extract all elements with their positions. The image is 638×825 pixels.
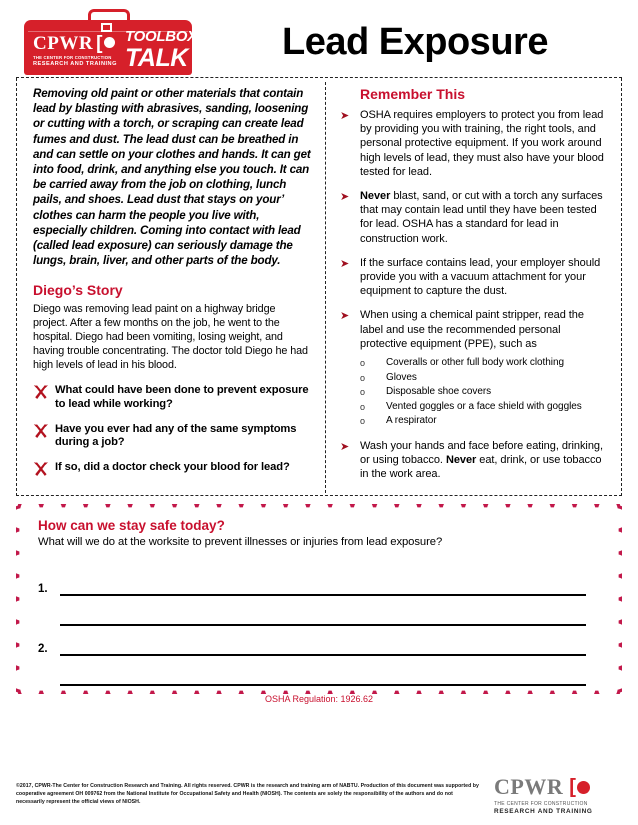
crossed-tools-icon <box>33 423 55 444</box>
list-item <box>33 384 311 411</box>
arrow-bullet-icon: ➤ <box>340 310 350 323</box>
cpwr-footer-wordmark <box>494 776 622 798</box>
bullet-body: When using a chemical paint stripper, read the label and use the recommended personal protective equipment (PPE), such as <box>360 309 584 350</box>
circle-bullet-icon: o <box>360 358 365 369</box>
question-text: If so, did a doctor check your blood for lead? <box>55 460 290 473</box>
arrow-bullet-icon: ➤ <box>340 191 350 204</box>
content-panel <box>16 78 622 496</box>
intro-paragraph: Removing old paint or other materials that contain lead by blasting with abrasives, sanding, loosening or cutting with a torch, or scraping can create lead fumes and dust. The lead dust can be breathed in and can settle on your clothes and hands. It can get into food, drink, and anything else you touch. It can be carried away from the job on clothing, lunch pails, and shoes. Lead dust that stays on your’ clothes can harm the people you live with, especially children. Coming into contact with lead (called lead exposure) can seriously damage the lungs, brain, liver, and other parts of the body. <box>33 87 311 268</box>
osha-regulation: OSHA Regulation: 1926.62 <box>264 694 374 704</box>
cpwr-footer-tagline-1: THE CENTER FOR CONSTRUCTION <box>494 801 588 807</box>
question-text: Have you ever had any of the same symptoms during a job? <box>55 422 297 449</box>
list-item <box>340 308 607 428</box>
diego-story-heading: Diego’s Story <box>33 282 123 299</box>
discussion-questions-list <box>33 384 311 481</box>
toolbox-talk-logo <box>0 9 210 75</box>
answer-row-1[interactable] <box>38 566 600 596</box>
bullet-body: blast, sand, or cut with a torch any surfaces that may contain lead until they have been tested for lead. OSHA has a standard for lead in construction work. <box>360 190 603 245</box>
list-item <box>340 256 607 299</box>
stay-safe-box <box>16 504 622 704</box>
stay-safe-subtitle: What will we do at the worksite to prevent illnesses or injuries from lead exposure? <box>38 536 443 548</box>
toolbox-talk-wordmark <box>125 29 197 71</box>
list-item <box>340 439 607 482</box>
ppe-item-text: Gloves <box>386 371 417 383</box>
answer-write-line[interactable] <box>60 684 586 686</box>
list-item <box>33 461 311 482</box>
toolbox-latch-icon <box>101 23 112 32</box>
answer-write-line[interactable] <box>60 594 586 596</box>
bullet-body-cont: eat, drink, or use tobacco in the work area. <box>360 453 602 480</box>
bracket-icon: [ <box>569 776 576 798</box>
toolbox-icon <box>24 9 197 75</box>
bullet-text <box>360 308 607 428</box>
crossed-tools-icon <box>33 384 55 405</box>
cpwr-brand-text: CPWR <box>33 33 94 54</box>
cpwr-footer-brand: CPWR <box>494 774 564 799</box>
circle-bullet-icon: o <box>360 416 365 427</box>
bullet-emphasis: Never <box>445 453 477 466</box>
answer-row-1-cont[interactable] <box>38 596 600 626</box>
question-text: What could have been done to prevent exposure to lead while working? <box>55 384 309 411</box>
list-item <box>340 108 607 179</box>
bullet-text: OSHA requires employers to protect you from lead by providing you with training, the right tools, and personal protective equipment. If you work around high levels of lead, they must also have your blood tested for lead. <box>360 109 604 178</box>
page-footer <box>0 776 638 815</box>
answer-row-2-cont[interactable] <box>38 656 600 686</box>
bullet-body: Wash your hands and face before eating, drinking, or using tobacco. <box>360 439 603 466</box>
cpwr-footer-tagline-2: RESEARCH AND TRAINING <box>494 808 593 815</box>
answer-write-line[interactable] <box>60 624 586 626</box>
toolbox-word: TOOLBOX <box>125 28 197 45</box>
bullet-text <box>360 439 607 482</box>
cpwr-footer-logo <box>494 776 622 815</box>
bullet-emphasis: Never <box>360 190 391 203</box>
list-item <box>360 400 607 415</box>
talk-word: TALK <box>125 44 188 72</box>
arrow-bullet-icon: ➤ <box>340 257 350 270</box>
page-title: Lead Exposure <box>282 20 548 63</box>
dot-icon <box>577 781 590 794</box>
ppe-item-text: Coveralls or other full body work clothing <box>386 357 564 369</box>
page-header <box>0 0 638 78</box>
remember-this-heading: Remember This <box>360 86 466 102</box>
cpwr-logo-mark <box>33 34 125 68</box>
list-item <box>360 414 607 429</box>
answer-write-line[interactable] <box>60 654 586 656</box>
list-item <box>360 356 607 371</box>
circle-bullet-icon: o <box>360 372 365 383</box>
arrow-bullet-icon: ➤ <box>340 110 350 122</box>
list-item <box>33 423 311 450</box>
bullet-text: If the surface contains lead, your employer should provide you with a vacuum attachment for your equipment to capture the dust. <box>360 256 601 298</box>
list-item <box>340 189 607 246</box>
answer-number: 1. <box>38 583 48 595</box>
right-column <box>326 78 621 495</box>
dot-icon <box>104 37 115 48</box>
crossed-tools-icon <box>33 461 55 482</box>
cpwr-tagline-2: RESEARCH AND TRAINING <box>33 61 117 67</box>
remember-this-list <box>340 108 607 481</box>
stay-safe-content <box>38 518 600 704</box>
list-item <box>360 371 607 386</box>
copyright-text: ©2017, CPWR-The Center for Construction Research and Training. All rights reserved. CPWR is the research and training arm of NABTU. Production of this document was supported by cooperative agreement OH 009762 from the National Institute for Occupational Safety and Health (NIOSH). The contents are solely the responsibility of the authors and do not necessarily represent the official views of NIOSH. <box>16 783 479 805</box>
cpwr-wordmark <box>33 34 125 53</box>
circle-bullet-icon: o <box>360 387 365 398</box>
circle-bullet-icon: o <box>360 401 365 412</box>
bracket-icon: [ <box>96 33 103 54</box>
answer-row-2[interactable] <box>38 626 600 656</box>
stay-safe-title: How can we stay safe today? <box>38 518 225 533</box>
answer-number: 2. <box>38 643 48 655</box>
arrow-bullet-icon: ➤ <box>340 440 350 453</box>
list-item <box>360 385 607 400</box>
ppe-item-text: Disposable shoe covers <box>386 386 492 398</box>
cpwr-tagline-1: THE CENTER FOR CONSTRUCTION <box>33 55 112 60</box>
ppe-item-text: A respirator <box>386 415 437 427</box>
ppe-item-text: Vented goggles or a face shield with goggles <box>386 400 582 412</box>
ppe-sub-list <box>360 356 607 429</box>
diego-story-paragraph: Diego was removing lead paint on a highway bridge project. After a few months on the job, he went to the hospital. Diego had been vomiting, losing weight, and having trouble concentrating. The doctor told Diego he had high levels of lead in his blood. <box>33 303 308 372</box>
bullet-text <box>360 189 607 246</box>
left-column <box>17 78 325 495</box>
